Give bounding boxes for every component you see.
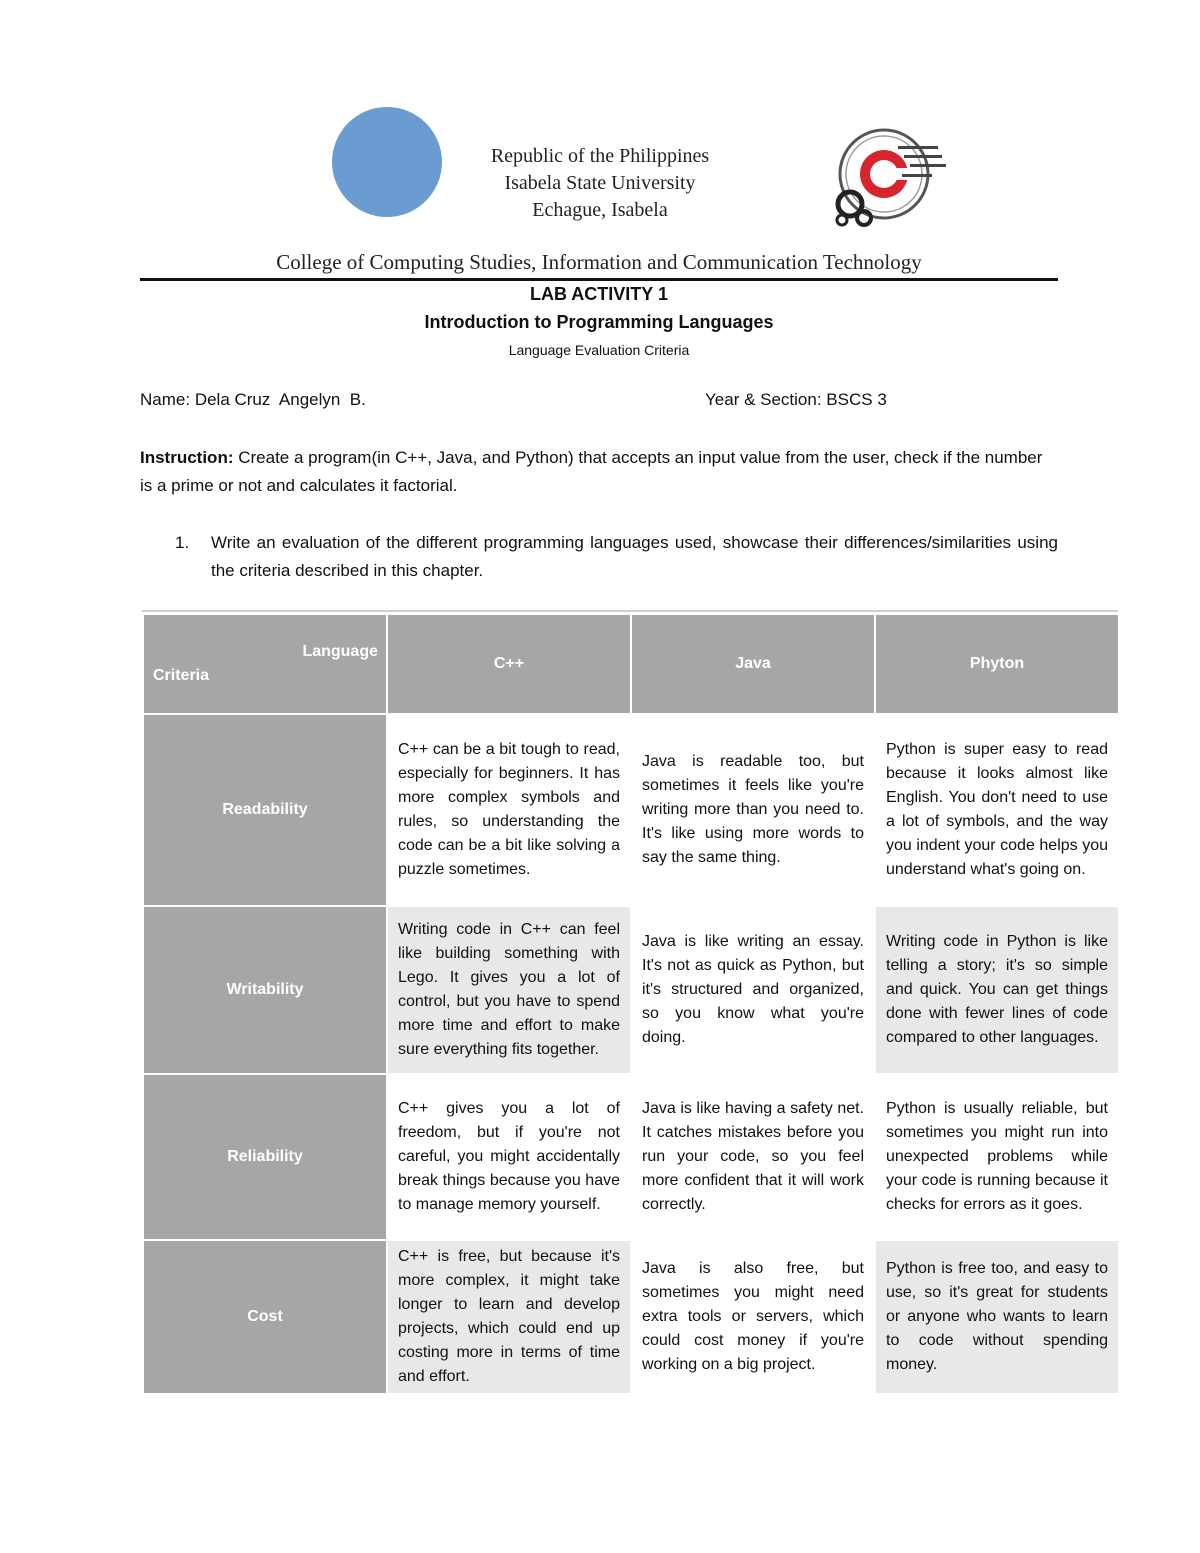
header-divider [140, 278, 1058, 281]
row-header-reliability: Reliability [143, 1074, 387, 1240]
table-cell: Java is also free, but sometimes you might need extra tools or servers, which could cost money if you're working on a big project. [631, 1240, 875, 1394]
header-line-location: Echague, Isabela [532, 199, 668, 221]
column-header-python: Phyton [875, 614, 1119, 714]
header-line-university: Isabela State University [504, 172, 696, 194]
instruction-text: Create a program(in C++, Java, and Python) that accepts an input value from the user, check if the number is a prime or not and calculates it factorial. [140, 448, 1043, 495]
table-cell: Python is free too, and easy to use, so it's great for students or anyone who wants to learn to code without spending money. [875, 1240, 1119, 1394]
table-cell: Java is like writing an essay. It's not as quick as Python, but it's structured and organized, so you know what you're doing. [631, 906, 875, 1074]
table-top-rule [142, 610, 1118, 612]
corner-criteria-label: Criteria [153, 667, 210, 684]
table-cell: C++ is free, but because it's more complex, it might take longer to learn and develop projects, which could end up costing more in terms of time and effort. [387, 1240, 631, 1394]
table-cell: Writing code in C++ can feel like building something with Lego. It gives you a lot of control, but you have to spend more time and effort to make sure everything fits together. [387, 906, 631, 1074]
table-header-row [143, 614, 1119, 714]
list-item-number: 1. [175, 533, 190, 552]
list-item-text: Write an evaluation of the different programming languages used, showcase their differences/similarities using the criteria described in this chapter. [211, 533, 1058, 580]
table-cell: Python is super easy to read because it looks almost like English. You don't need to use a lot of symbols, and the way you indent your code helps you understand what's going on. [875, 714, 1119, 906]
year-section [705, 390, 887, 410]
table-row [143, 1074, 1119, 1240]
table-cell: Java is like having a safety net. It catches mistakes before you run your code, so you feel more confident that it will work correctly. [631, 1074, 875, 1240]
table-row [143, 906, 1119, 1074]
activity-title: LAB ACTIVITY 1 [529, 284, 668, 304]
header-line-republic: Republic of the Philippines [490, 145, 710, 167]
section-value: BSCS 3 [826, 390, 887, 409]
table-row [143, 714, 1119, 906]
column-header-java: Java [631, 614, 875, 714]
name-value: Dela Cruz Angelyn B. [194, 390, 366, 409]
name-label: Name: [140, 390, 191, 409]
table-cell: Java is readable too, but sometimes it feels like you're writing more than you need to. It's like using more words to say the same thing. [631, 714, 875, 906]
student-name [140, 390, 366, 410]
instruction-paragraph [140, 444, 1058, 500]
table-row [143, 1240, 1119, 1394]
list-item [175, 529, 1058, 585]
row-header-readability: Readability [143, 714, 387, 906]
corner-language-label: Language [302, 643, 378, 660]
table-cell: Writing code in Python is like telling a story; it's so simple and quick. You can get things done with fewer lines of code compared to other languages. [875, 906, 1119, 1074]
row-header-cost: Cost [143, 1240, 387, 1394]
table-corner-header [143, 614, 387, 714]
college-seal-icon [832, 122, 950, 232]
section-label: Year & Section: [705, 390, 822, 409]
instruction-label: Instruction: [140, 448, 234, 467]
institution-header [400, 143, 800, 224]
column-header-cpp: C++ [387, 614, 631, 714]
table-cell: C++ can be a bit tough to read, especially for beginners. It has more complex symbols and rules, so understanding the code can be a bit like solving a puzzle sometimes. [387, 714, 631, 906]
table-cell: Python is usually reliable, but sometimes you might run into unexpected problems while your code is running because it checks for errors as it goes. [875, 1074, 1119, 1240]
row-header-writability: Writability [143, 906, 387, 1074]
activity-subtitle: Introduction to Programming Languages [424, 312, 774, 332]
college-name: College of Computing Studies, Information and Communication Technology [276, 250, 922, 274]
table-cell: C++ gives you a lot of freedom, but if you're not careful, you might accidentally break things because you have to manage memory yourself. [387, 1074, 631, 1240]
evaluation-table [142, 613, 1120, 1395]
activity-topic: Language Evaluation Criteria [508, 342, 690, 358]
